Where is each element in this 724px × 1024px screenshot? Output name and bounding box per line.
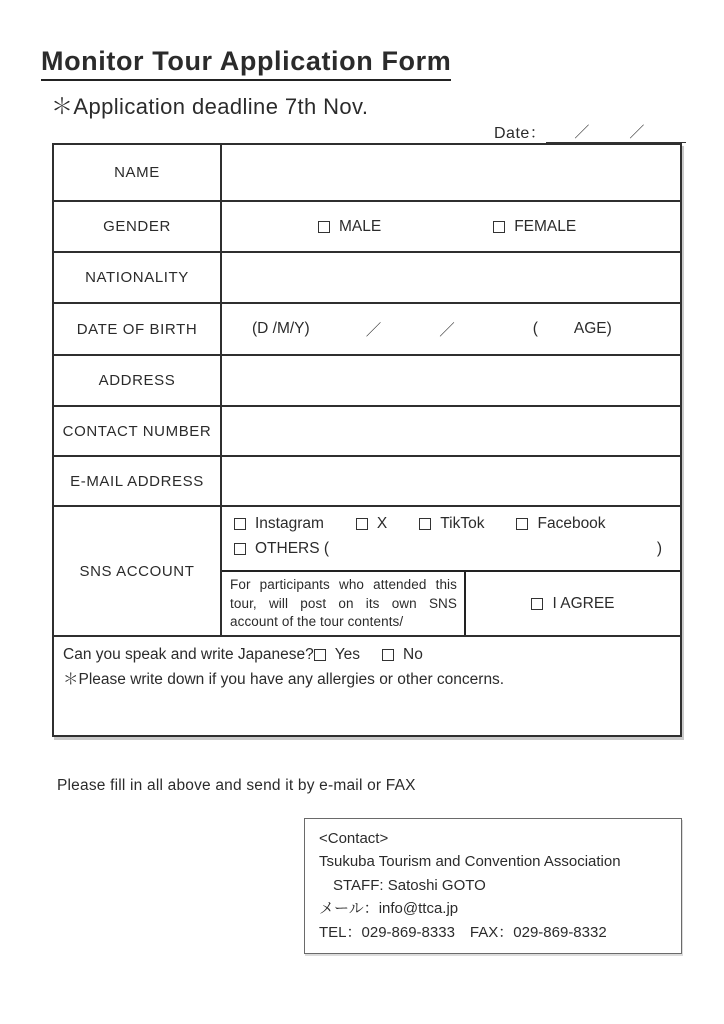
contact-heading: <Contact>: [319, 830, 389, 847]
nationality-input-cell[interactable]: [222, 253, 680, 302]
table-row-name: [54, 145, 680, 202]
application-table: [52, 143, 682, 737]
no-option[interactable]: [382, 644, 423, 666]
male-option-label: MALE: [339, 217, 382, 235]
sns-account-input-cell: [222, 507, 680, 635]
female-checkbox[interactable]: [493, 221, 505, 233]
yes-checkbox[interactable]: [314, 649, 326, 661]
nationality-label: NATIONALITY: [54, 253, 222, 302]
table-row-address: [54, 356, 680, 407]
agree-checkbox[interactable]: [531, 598, 543, 610]
table-row-gender: [54, 202, 680, 253]
sns-options-line: [234, 515, 668, 533]
no-option-label: No: [403, 646, 423, 663]
date-of-birth-label: DATE OF BIRTH: [54, 304, 222, 354]
gender-input-cell: [222, 202, 680, 251]
contact-number-input-cell[interactable]: [222, 407, 680, 455]
name-input-cell[interactable]: [222, 145, 680, 200]
contact-number-label: CONTACT NUMBER: [54, 407, 222, 455]
others-checkbox[interactable]: [234, 543, 246, 555]
gender-label: GENDER: [54, 202, 222, 251]
male-option[interactable]: [318, 218, 381, 236]
tiktok-option[interactable]: [419, 515, 484, 533]
tiktok-checkbox[interactable]: [419, 518, 431, 530]
table-row-contact-number: [54, 407, 680, 457]
contact-organization: Tsukuba Tourism and Convention Association: [319, 853, 621, 871]
table-row-date-of-birth: [54, 304, 680, 356]
facebook-option[interactable]: [516, 515, 605, 533]
send-instruction: Please fill in all above and send it by e-mail or FAX: [57, 777, 416, 794]
yes-option[interactable]: [314, 644, 360, 666]
email-input-cell[interactable]: [222, 457, 680, 505]
email-label: E-MAIL ADDRESS: [54, 457, 222, 505]
instagram-checkbox[interactable]: [234, 518, 246, 530]
table-row-nationality: [54, 253, 680, 304]
dob-format-hint: (D /M/Y): [252, 320, 310, 337]
name-label: NAME: [54, 145, 222, 200]
address-input-cell[interactable]: [222, 356, 680, 405]
allergy-note: ＊Please write down if you have any allergies or other concerns.: [63, 671, 505, 689]
female-option-label: FEMALE: [514, 217, 577, 235]
x-option[interactable]: [356, 515, 387, 533]
japanese-question-label: Can you speak and write Japanese?: [63, 646, 314, 663]
contact-box: [304, 818, 682, 954]
sns-options-area: [222, 507, 680, 572]
japanese-question-line: [63, 644, 671, 666]
table-row-email: [54, 457, 680, 507]
others-paren-close: ): [656, 540, 662, 557]
extra-questions-cell[interactable]: [54, 637, 680, 735]
no-checkbox[interactable]: [382, 649, 394, 661]
male-checkbox[interactable]: [318, 221, 330, 233]
page-title: Monitor Tour Application Form: [41, 46, 451, 81]
sns-consent-note: For participants who attended this tour, will post on its own SNS account of the tour contents/: [222, 572, 466, 635]
date-label: Date：: [494, 125, 547, 142]
dob-slash: ／: [439, 322, 455, 339]
contact-email: メール：info@ttca.jp: [319, 900, 459, 918]
date-slash: ／: [574, 124, 590, 141]
address-label: ADDRESS: [54, 356, 222, 405]
others-option-label: OTHERS (: [255, 540, 330, 557]
contact-tel-fax: TEL：029-869-8333 FAX：029-869-8332: [319, 923, 607, 941]
x-checkbox[interactable]: [356, 518, 368, 530]
yes-option-label: Yes: [334, 646, 361, 663]
x-option-label: X: [376, 515, 388, 532]
dob-slash: ／: [365, 322, 382, 339]
age-label: AGE): [573, 320, 612, 337]
date-input-line[interactable]: [546, 123, 686, 143]
table-row-extra-questions: [54, 637, 680, 735]
contact-staff: STAFF: Satoshi GOTO: [333, 876, 486, 894]
date-of-birth-input-cell[interactable]: [222, 304, 680, 354]
deadline-note: ＊Application deadline 7th Nov.: [51, 94, 369, 119]
instagram-option[interactable]: [234, 515, 324, 533]
others-option[interactable]: [234, 540, 329, 558]
instagram-option-label: Instagram: [255, 515, 324, 532]
female-option[interactable]: [493, 218, 576, 236]
agree-area: [466, 572, 680, 635]
date-field: [494, 120, 686, 143]
tiktok-option-label: TikTok: [440, 515, 485, 532]
agree-option[interactable]: [531, 595, 614, 613]
facebook-checkbox[interactable]: [516, 518, 528, 530]
agree-option-label: I AGREE: [552, 594, 615, 612]
sns-consent-area: [222, 572, 680, 635]
table-row-sns-account: [54, 507, 680, 637]
sns-account-label: SNS ACCOUNT: [54, 507, 222, 635]
sns-others-line: [234, 540, 668, 558]
age-paren-open: (: [532, 320, 538, 337]
facebook-option-label: Facebook: [537, 515, 606, 532]
date-slash: ／: [629, 124, 645, 141]
